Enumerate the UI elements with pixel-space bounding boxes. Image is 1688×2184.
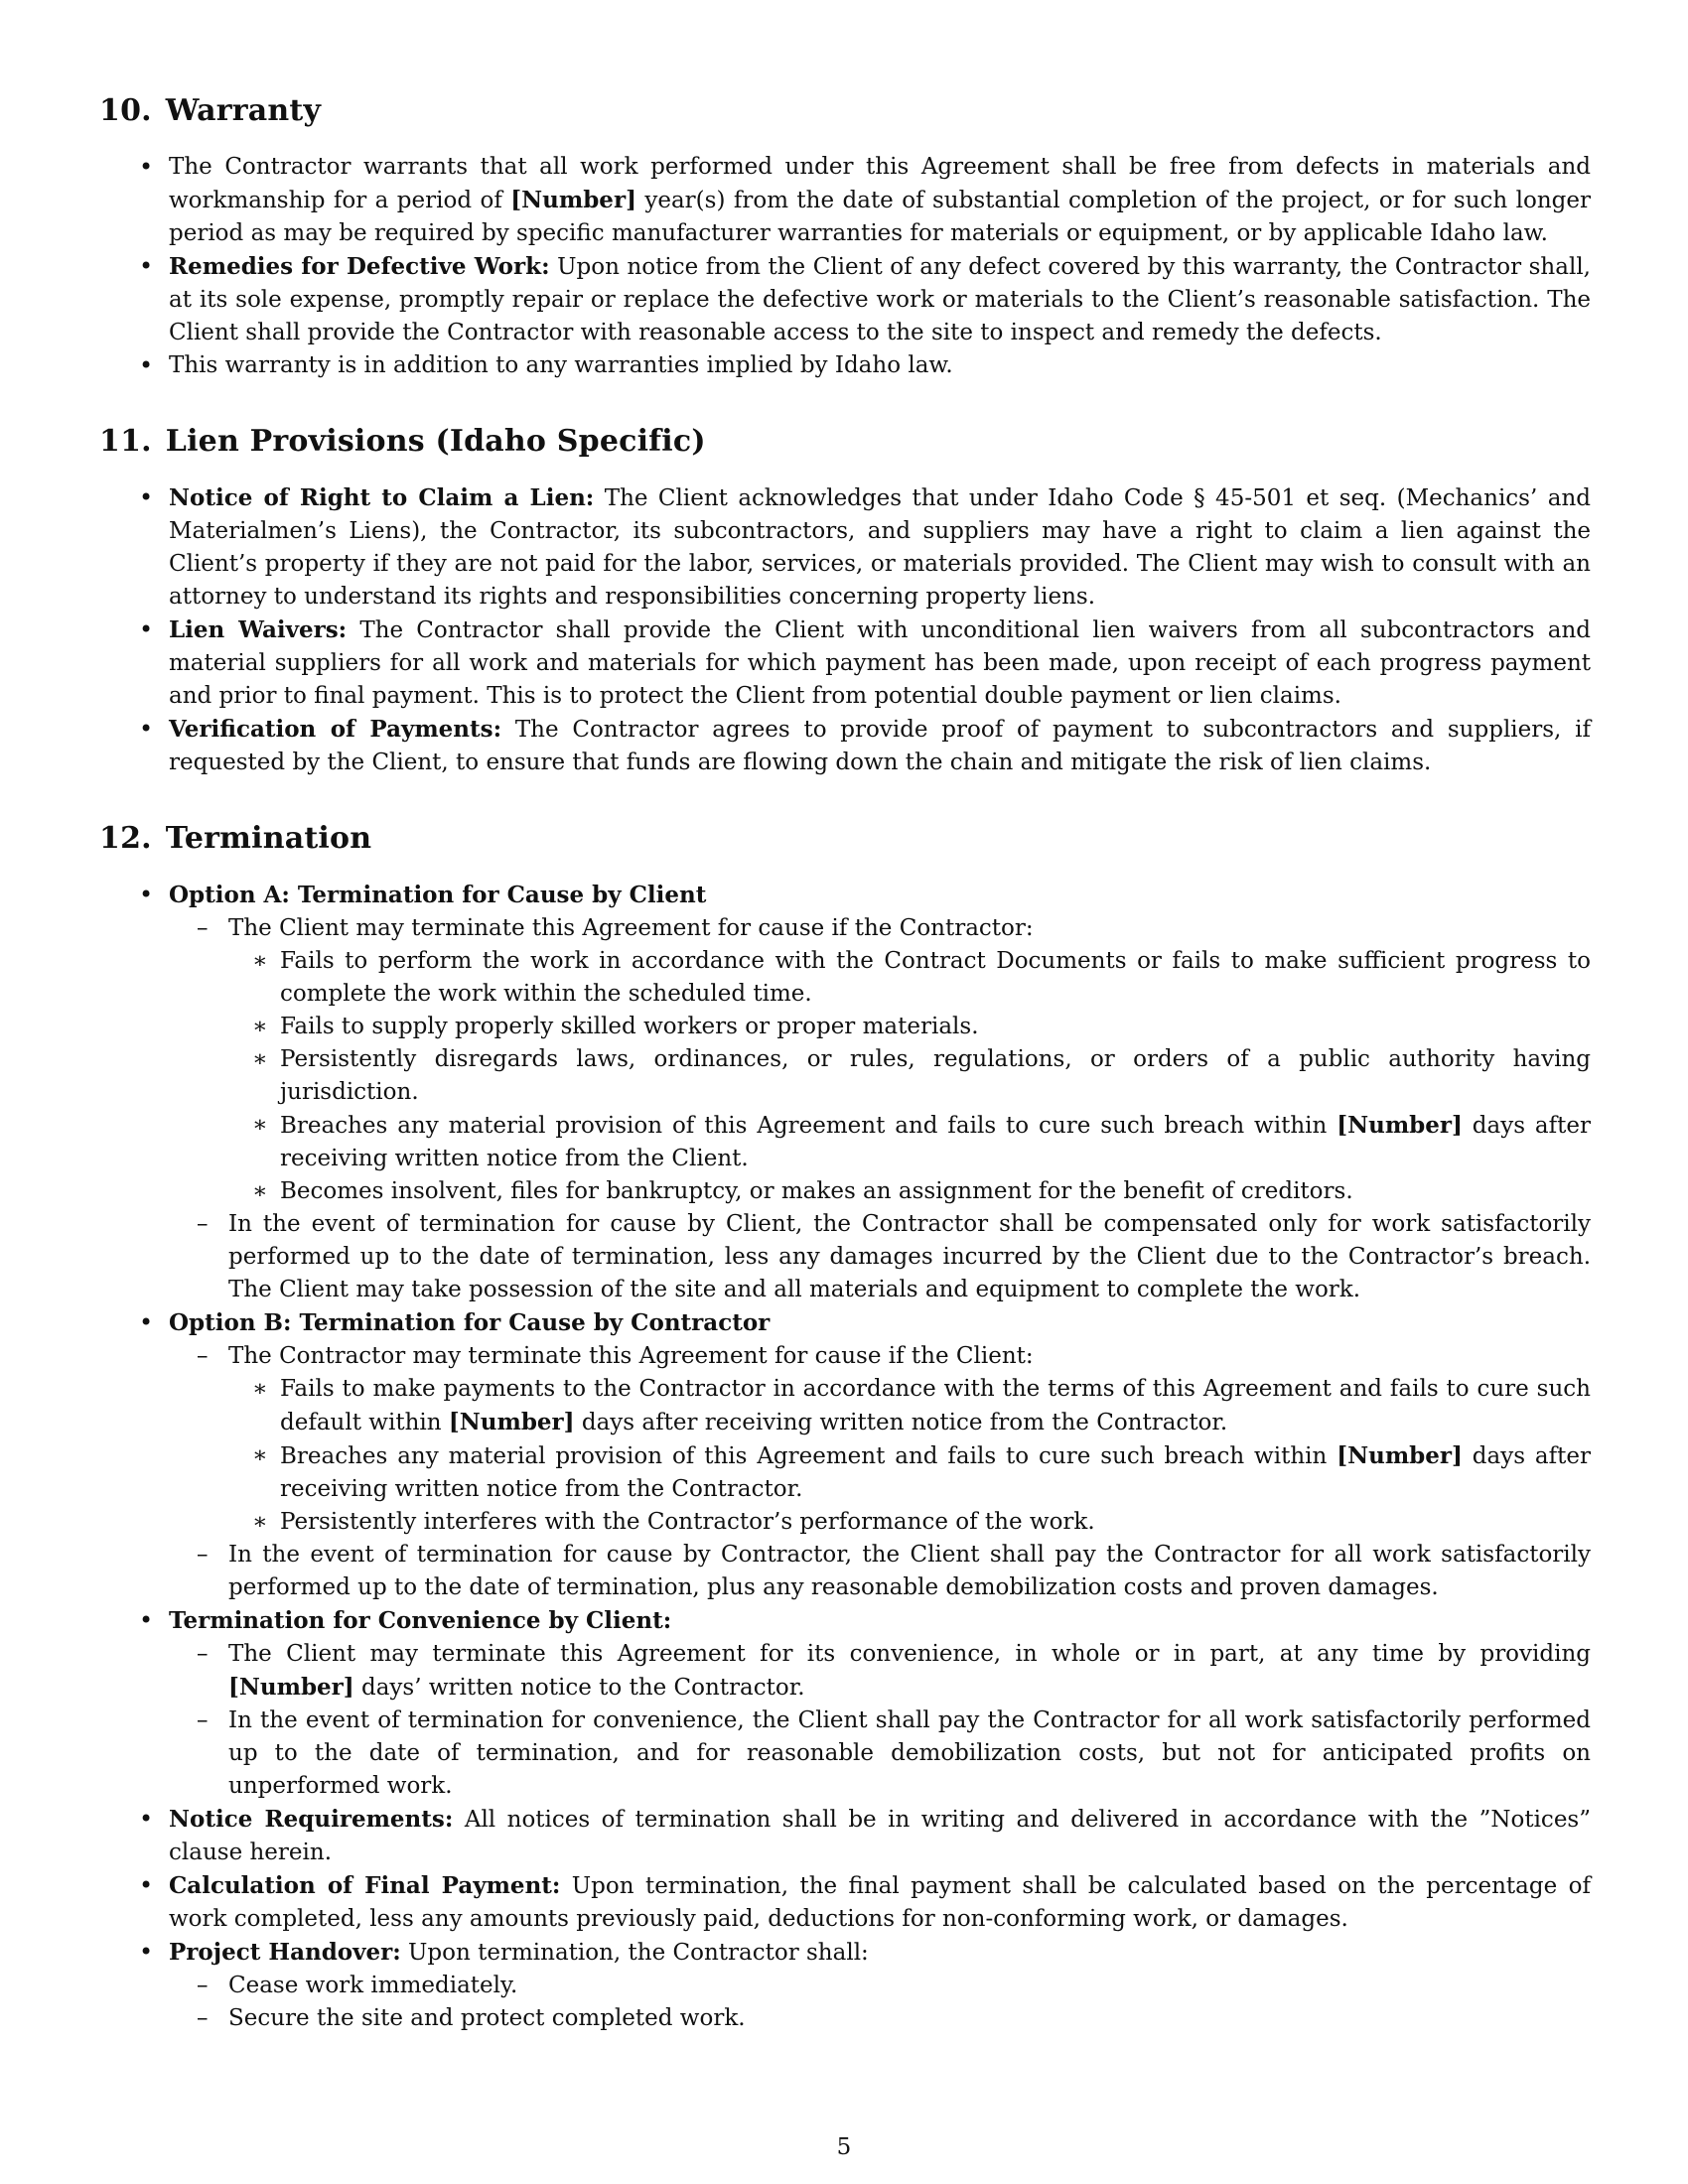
list-item-option-a (169, 879, 1591, 1306)
item-text: days after receiving written notice from the Contractor. (574, 1410, 1228, 1435)
sub-item: – Secure the site and protect completed work. (228, 2002, 1591, 2035)
placeholder-number: [Number] (1336, 1442, 1463, 1469)
item-text: This warranty is in addition to any warranties implied by Idaho law. (169, 352, 953, 378)
section-heading (99, 819, 1591, 859)
list-item-option-b (169, 1306, 1591, 1604)
list-item-convenience (169, 1604, 1591, 1803)
section-number: 10. (99, 93, 152, 128)
sub-item: – Cease work immediately. (228, 1970, 1591, 2002)
sub-item (228, 1340, 1591, 1539)
sub-list (169, 912, 1591, 1306)
cause-item: ∗ Persistently disregards laws, ordinances, or rules, regulations, or orders of a public authority having jurisdiction. (280, 1043, 1591, 1109)
item-text: The Contractor may terminate this Agreement for cause if the Client: (228, 1343, 1034, 1369)
item-label: Option A: Termination for Cause by Client (169, 882, 707, 908)
list-item-notice (169, 1803, 1591, 1869)
item-label: Notice of Right to Claim a Lien: (169, 484, 595, 511)
item-text: Upon termination, the final payment shall be calculated based on the percentage of work completed, less any amounts previously paid, deductions for non-conforming work, or damages. (169, 1873, 1591, 1932)
list-item (169, 481, 1591, 614)
section-number: 12. (99, 821, 152, 856)
item-text: All notices of termination shall be in writing and delivered in accordance with the ”Notices” clause herein. (169, 1807, 1591, 1865)
placeholder-number: [Number] (1336, 1112, 1463, 1139)
item-text: Upon termination, the Contractor shall: (400, 1940, 869, 1966)
item-label: Calculation of Final Payment: (169, 1872, 561, 1899)
sub-item: – In the event of termination for cause by Contractor, the Client shall pay the Contractor for all work satisfactorily performed up to the date of termination, plus any reasonable demobilization costs and proven damages. (228, 1539, 1591, 1604)
section-termination (99, 819, 1591, 2035)
sub-item: – In the event of termination for convenience, the Client shall pay the Contractor for all work satisfactorily performed up to the date of termination, and for reasonable demobilization costs, but not for anticipated profits on unperformed work. (228, 1705, 1591, 1803)
sub-item (228, 912, 1591, 1208)
cause-item: ∗ Persistently interferes with the Contractor’s performance of the work. (280, 1506, 1591, 1539)
item-label: Project Handover: (169, 1939, 401, 1966)
cause-item: ∗ Fails to supply properly skilled workers or proper materials. (280, 1011, 1591, 1043)
sub-list (169, 1970, 1591, 2035)
list-item-final-payment (169, 1869, 1591, 1936)
lien-list (99, 481, 1591, 779)
list-item (169, 713, 1591, 779)
cause-list (228, 945, 1591, 1208)
item-text: The Client may terminate this Agreement for its convenience, in whole or in part, at any time by providing (228, 1641, 1591, 1667)
section-title: Termination (165, 821, 372, 856)
item-text: days after receiving written notice from the Client. (280, 1113, 1591, 1171)
item-label: Remedies for Defective Work: (169, 253, 550, 280)
cause-item: ∗ Becomes insolvent, files for bankruptcy, or makes an assignment for the benefit of creditors. (280, 1175, 1591, 1208)
termination-list (99, 879, 1591, 2035)
section-title: Warranty (165, 93, 322, 128)
section-lien-provisions (99, 422, 1591, 779)
list-item (169, 250, 1591, 349)
item-text: The Contractor agrees to provide proof of payment to subcontractors and suppliers, if requested by the Client, to ensure that funds are flowing down the chain and mitigate the risk of lien claims. (169, 717, 1591, 775)
list-item (169, 349, 1591, 382)
item-label: Verification of Payments: (169, 716, 502, 743)
sub-list (169, 1638, 1591, 1803)
item-text: The Contractor warrants that all work performed under this Agreement shall be free from defects in materials and workmanship for a period of (169, 154, 1591, 213)
item-text: Fails to make payments to the Contractor in accordance with the terms of this Agreement and fails to cure such default within (280, 1376, 1591, 1435)
cause-item (280, 1439, 1591, 1506)
placeholder-number: [Number] (228, 1674, 354, 1701)
section-heading (99, 91, 1591, 131)
item-text: Breaches any material provision of this Agreement and fails to cure such breach within (280, 1443, 1337, 1469)
placeholder-number: [Number] (448, 1409, 575, 1435)
item-label: Lien Waivers: (169, 616, 348, 643)
sub-item (228, 1638, 1591, 1705)
list-item (169, 151, 1591, 250)
item-label: Termination for Convenience by Client: (169, 1607, 672, 1634)
item-label: Option B: Termination for Cause by Contractor (169, 1309, 771, 1336)
list-item (169, 614, 1591, 713)
cause-item (280, 1373, 1591, 1439)
cause-item: ∗ Fails to perform the work in accordance with the Contract Documents or fails to make sufficient progress to complete the work within the scheduled time. (280, 945, 1591, 1011)
section-heading (99, 422, 1591, 462)
item-text: Upon notice from the Client of any defect covered by this warranty, the Contractor shall, at its sole expense, promptly repair or replace the defective work or materials to the Client’s reasonable satisfaction. The Client shall provide the Contractor with reasonable access to the site to inspect and remedy the defects. (169, 254, 1591, 345)
item-text: The Client may terminate this Agreement for cause if the Contractor: (228, 915, 1034, 941)
section-number: 11. (99, 424, 152, 459)
item-text: The Client acknowledges that under Idaho Code § 45-501 et seq. (Mechanics’ and Materialmen’s Liens), the Contractor, its subcontractors, and suppliers may have a right to claim a lien against the Client’s property if they are not paid for the labor, services, or materials provided. The Client may wish to consult with an attorney to understand its rights and responsibilities concerning property liens. (169, 485, 1591, 610)
item-text: days’ written notice to the Contractor. (353, 1675, 805, 1701)
cause-list (228, 1373, 1591, 1539)
item-label: Notice Requirements: (169, 1806, 454, 1833)
item-text: Breaches any material provision of this Agreement and fails to cure such breach within (280, 1113, 1337, 1139)
item-text: days after receiving written notice from the Contractor. (280, 1443, 1591, 1502)
list-item-handover (169, 1936, 1591, 2035)
placeholder-number: [Number] (510, 187, 636, 213)
item-text: The Contractor shall provide the Client with unconditional lien waivers from all subcontractors and material suppliers for all work and materials for which payment has been made, upon receipt of each progress payment and prior to final payment. This is to protect the Client from potential double payment or lien claims. (169, 617, 1591, 709)
section-warranty (99, 91, 1591, 382)
page-content (99, 91, 1591, 2075)
cause-item (280, 1109, 1591, 1175)
section-title: Lien Provisions (Idaho Specific) (165, 424, 706, 459)
page-number: 5 (836, 2134, 852, 2160)
item-text: year(s) from the date of substantial completion of the project, or for such longer period as may be required by specific manufacturer warranties for materials or equipment, or by applicable Idaho law. (169, 188, 1591, 246)
sub-list (169, 1340, 1591, 1604)
sub-item: – In the event of termination for cause by Client, the Contractor shall be compensated only for work satisfactorily performed up to the date of termination, less any damages incurred by the Client due to the Contractor’s breach. The Client may take possession of the site and all materials and equipment to complete the work. (228, 1208, 1591, 1306)
warranty-list (99, 151, 1591, 382)
